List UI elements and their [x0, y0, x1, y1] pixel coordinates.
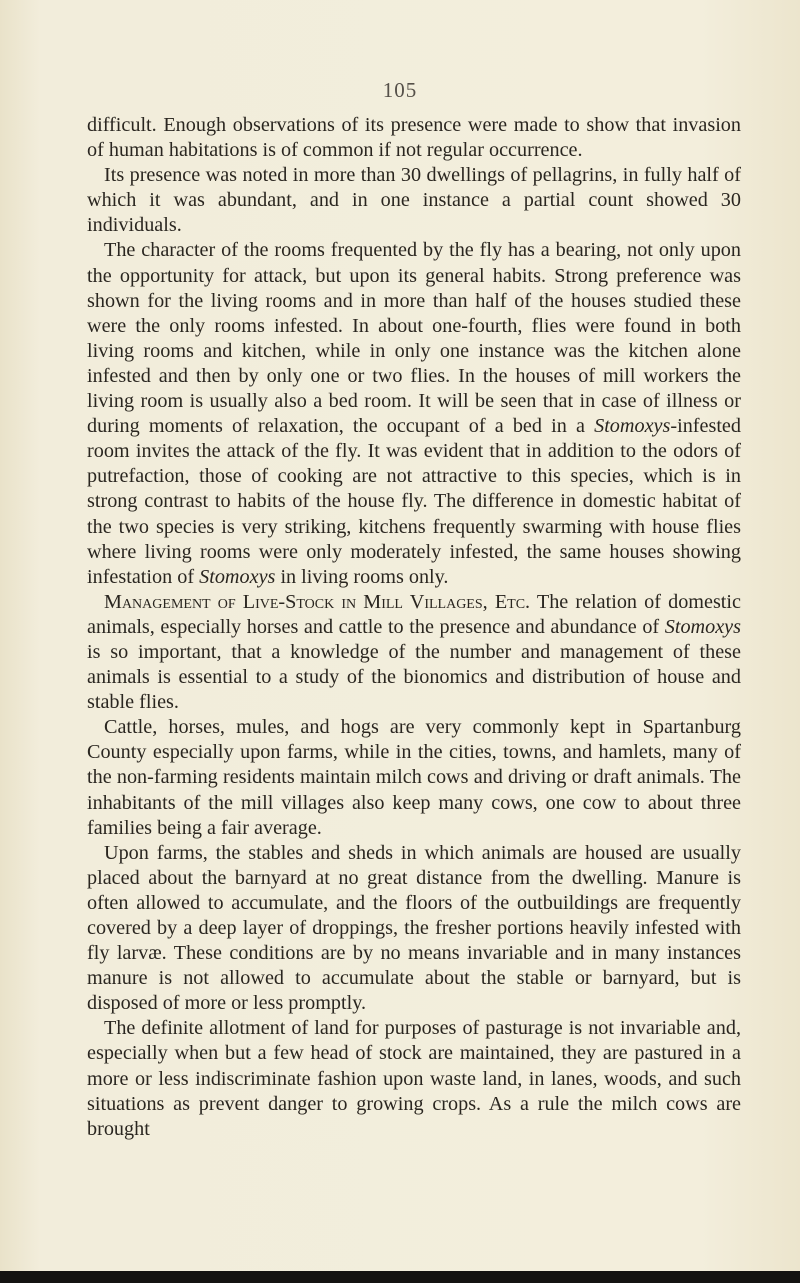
text-run: is so important, that a knowledge of the number and management of these animals is essential to a study of the bionomics and distribution of house and stable flies. — [87, 640, 741, 714]
text-run: The relation of domestic animals, especially horses and cattle to the presence and abundance of — [87, 590, 741, 638]
text-run: difficult. Enough observations of its presence were made to show that invasion of human habitations is of common if not regular occurrence. — [87, 114, 741, 162]
scan-bottom-edge — [0, 1271, 800, 1283]
italic-term: Stomoxys — [199, 565, 276, 588]
section-heading: Management of Live-Stock in Mill Villages, Etc. — [104, 590, 531, 613]
text-run: The definite allotment of land for purposes of pasturage is not invariable and, especially when but a few head of stock are maintained, they are pastured in a more or less indiscriminate fashion upon waste land, in lanes, woods, and such situations as prevent danger to growing crops. As a rule the milch cows are brought — [87, 1017, 741, 1140]
paragraph — [87, 238, 741, 589]
paragraph — [87, 1016, 741, 1141]
text-run: The character of the rooms frequented by the fly has a bearing, not only upon the opportunity for attack, but upon its general habits. Strong preference was shown for the living rooms and in more than half of the houses studied these were the only rooms infested. In about one-fourth, flies were found in both living rooms and kitchen, while in only one instance was the kitchen alone infested and then by only one or two flies. In the houses of mill workers the living room is usually also a bed room. It will be seen that in case of illness or during moments of relaxation, the occupant of a bed in a — [87, 239, 741, 438]
italic-term: Stomoxys — [664, 615, 741, 638]
italic-term: Stomoxys — [594, 415, 671, 438]
text-run: Upon farms, the stables and sheds in which animals are housed are usually placed about the barnyard at no great distance from the dwelling. Manure is often allowed to accumulate, and the floors of the outbuildings are frequently covered by a deep layer of droppings, the fresher portions heavily infested with fly larvæ. These conditions are by no means invariable and in many instances manure is not allowed to accumulate about the stable or barnyard, but is disposed of more or less promptly. — [87, 841, 741, 1015]
text-run: Its presence was noted in more than 30 dwellings of pellagrins, in fully half of which it was abundant, and in one instance a partial count showed 30 individuals. — [87, 164, 741, 237]
paragraph — [87, 113, 741, 163]
section-heading-paragraph — [87, 590, 741, 715]
paragraph — [87, 163, 741, 238]
text-run: -infested room invites the attack of the fly. It was evident that in addition to the odors of putrefaction, those of cooking are not attractive to this species, which is in strong contrast to habits of the house fly. The difference in domestic habitat of the two species is very striking, kitchens frequently swarming with house flies where living rooms were only moderately infested, the same houses showing infestation of — [87, 415, 741, 588]
text-run: in living rooms only. — [275, 565, 449, 588]
paragraph — [87, 841, 741, 1017]
paragraph — [87, 715, 741, 840]
text-run: Cattle, horses, mules, and hogs are very commonly kept in Spartanburg County especially upon farms, while in the cities, towns, and hamlets, many of the non-farming residents maintain milch cows and driving or draft animals. The inhabitants of the mill villages also keep many cows, one cow to about three families being a fair average. — [87, 716, 741, 839]
page-number: 105 — [382, 78, 418, 102]
body-text — [87, 113, 741, 1142]
